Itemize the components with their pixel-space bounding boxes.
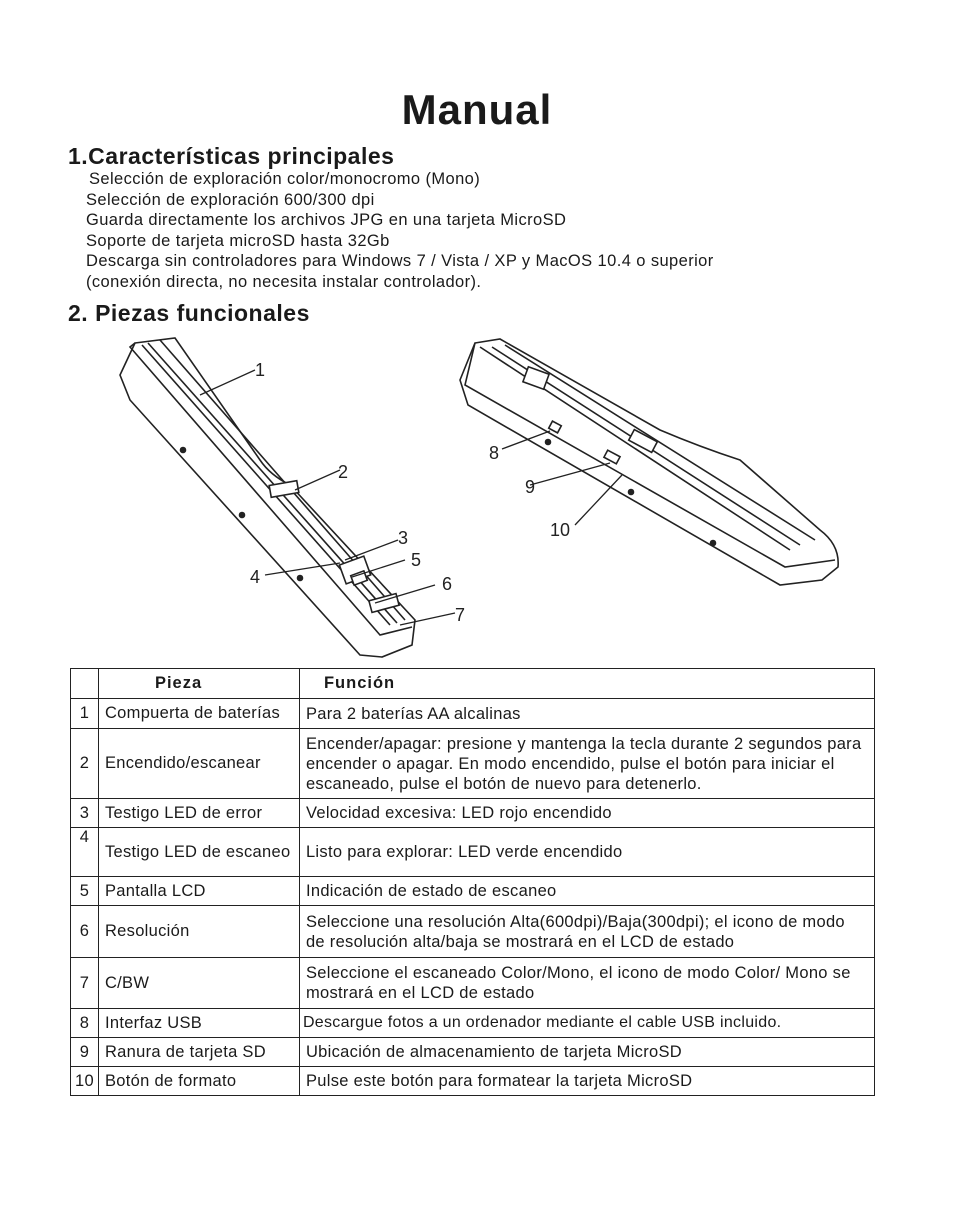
row-piece: Ranura de tarjeta SD <box>98 1038 299 1067</box>
row-number: 1 <box>71 699 99 729</box>
section-heading-features: 1.Características principales <box>68 143 395 169</box>
row-function: Para 2 baterías AA alcalinas <box>299 699 874 729</box>
table-row <box>71 958 875 1009</box>
row-function: Pulse este botón para formatear la tarjeta MicroSD <box>299 1067 874 1096</box>
feature-item: Selección de exploración 600/300 dpi <box>86 190 375 209</box>
row-piece: Resolución <box>98 906 299 958</box>
feature-item: Selección de exploración color/monocromo (Mono) <box>89 170 481 188</box>
table-row <box>71 1009 875 1038</box>
callout-10: 10 <box>550 520 571 540</box>
row-number: 5 <box>71 877 99 906</box>
row-function: Ubicación de almacenamiento de tarjeta MicroSD <box>299 1038 874 1067</box>
feature-item: Soporte de tarjeta microSD hasta 32Gb <box>86 231 390 250</box>
callout-8: 8 <box>489 443 500 463</box>
column-header-num <box>71 669 99 699</box>
row-function: Listo para explorar: LED verde encendido <box>299 828 874 877</box>
row-number: 4 <box>71 828 99 877</box>
row-number: 10 <box>71 1067 99 1096</box>
column-header-function: Función <box>299 669 874 699</box>
table-row <box>71 1067 875 1096</box>
callout-3: 3 <box>398 528 409 548</box>
row-number: 9 <box>71 1038 99 1067</box>
feature-item: Guarda directamente los archivos JPG en una tarjeta MicroSD <box>86 211 567 229</box>
scanner-illustration-left <box>120 338 415 657</box>
row-piece: Testigo LED de error <box>98 799 299 828</box>
scanner-illustration-right <box>460 339 838 585</box>
table-row <box>71 1038 875 1067</box>
callout-7: 7 <box>455 605 466 625</box>
table-row <box>71 729 875 799</box>
table-row <box>71 828 875 877</box>
column-header-piece: Pieza <box>98 669 299 699</box>
row-piece: Interfaz USB <box>98 1009 299 1038</box>
row-piece: Pantalla LCD <box>98 877 299 906</box>
parts-table <box>70 668 875 1096</box>
row-function: Indicación de estado de escaneo <box>299 877 874 906</box>
row-number: 7 <box>71 958 99 1009</box>
table-header-row <box>71 669 875 699</box>
row-number: 2 <box>71 729 99 799</box>
features-list <box>86 169 714 292</box>
row-number: 3 <box>71 799 99 828</box>
feature-item: Descarga sin controladores para Windows 7 / Vista / XP y MacOS 10.4 o superior <box>86 252 714 270</box>
row-piece: Compuerta de baterías <box>98 699 299 729</box>
row-function: Velocidad excesiva: LED rojo encendido <box>299 799 874 828</box>
page-title: Manual <box>401 86 553 133</box>
row-piece: Encendido/escanear <box>98 729 299 799</box>
row-function: Seleccione el escaneado Color/Mono, el icono de modo Color/ Mono se mostrará en el LCD de estado <box>299 958 874 1009</box>
table-row <box>71 906 875 958</box>
scanner-diagram <box>100 335 860 665</box>
row-piece: Botón de formato <box>98 1067 299 1096</box>
row-piece: Testigo LED de escaneo <box>98 828 299 877</box>
callout-1: 1 <box>255 360 266 380</box>
table-row <box>71 699 875 729</box>
row-number: 6 <box>71 906 99 958</box>
row-function: Seleccione una resolución Alta(600dpi)/Baja(300dpi); el icono de modo de resolución alta/baja se mostrará en el LCD de estado <box>299 906 874 958</box>
row-function: Encender/apagar: presione y mantenga la tecla durante 2 segundos para encender o apagar. En modo encendido, pulse el botón para iniciar el escaneado, pulse el botón de nuevo para detenerlo. <box>299 729 874 799</box>
row-number: 8 <box>71 1009 99 1038</box>
feature-item: (conexión directa, no necesita instalar controlador). <box>86 272 482 291</box>
row-piece: C/BW <box>98 958 299 1009</box>
table-row <box>71 799 875 828</box>
callout-9: 9 <box>525 477 536 497</box>
row-function: Descargue fotos a un ordenador mediante el cable USB incluido. <box>299 1009 874 1038</box>
callout-6: 6 <box>442 574 453 594</box>
table-row <box>71 877 875 906</box>
callout-4: 4 <box>250 567 261 587</box>
callout-5: 5 <box>411 550 422 570</box>
section-heading-parts: 2. Piezas funcionales <box>68 300 310 326</box>
callout-2: 2 <box>338 462 349 482</box>
